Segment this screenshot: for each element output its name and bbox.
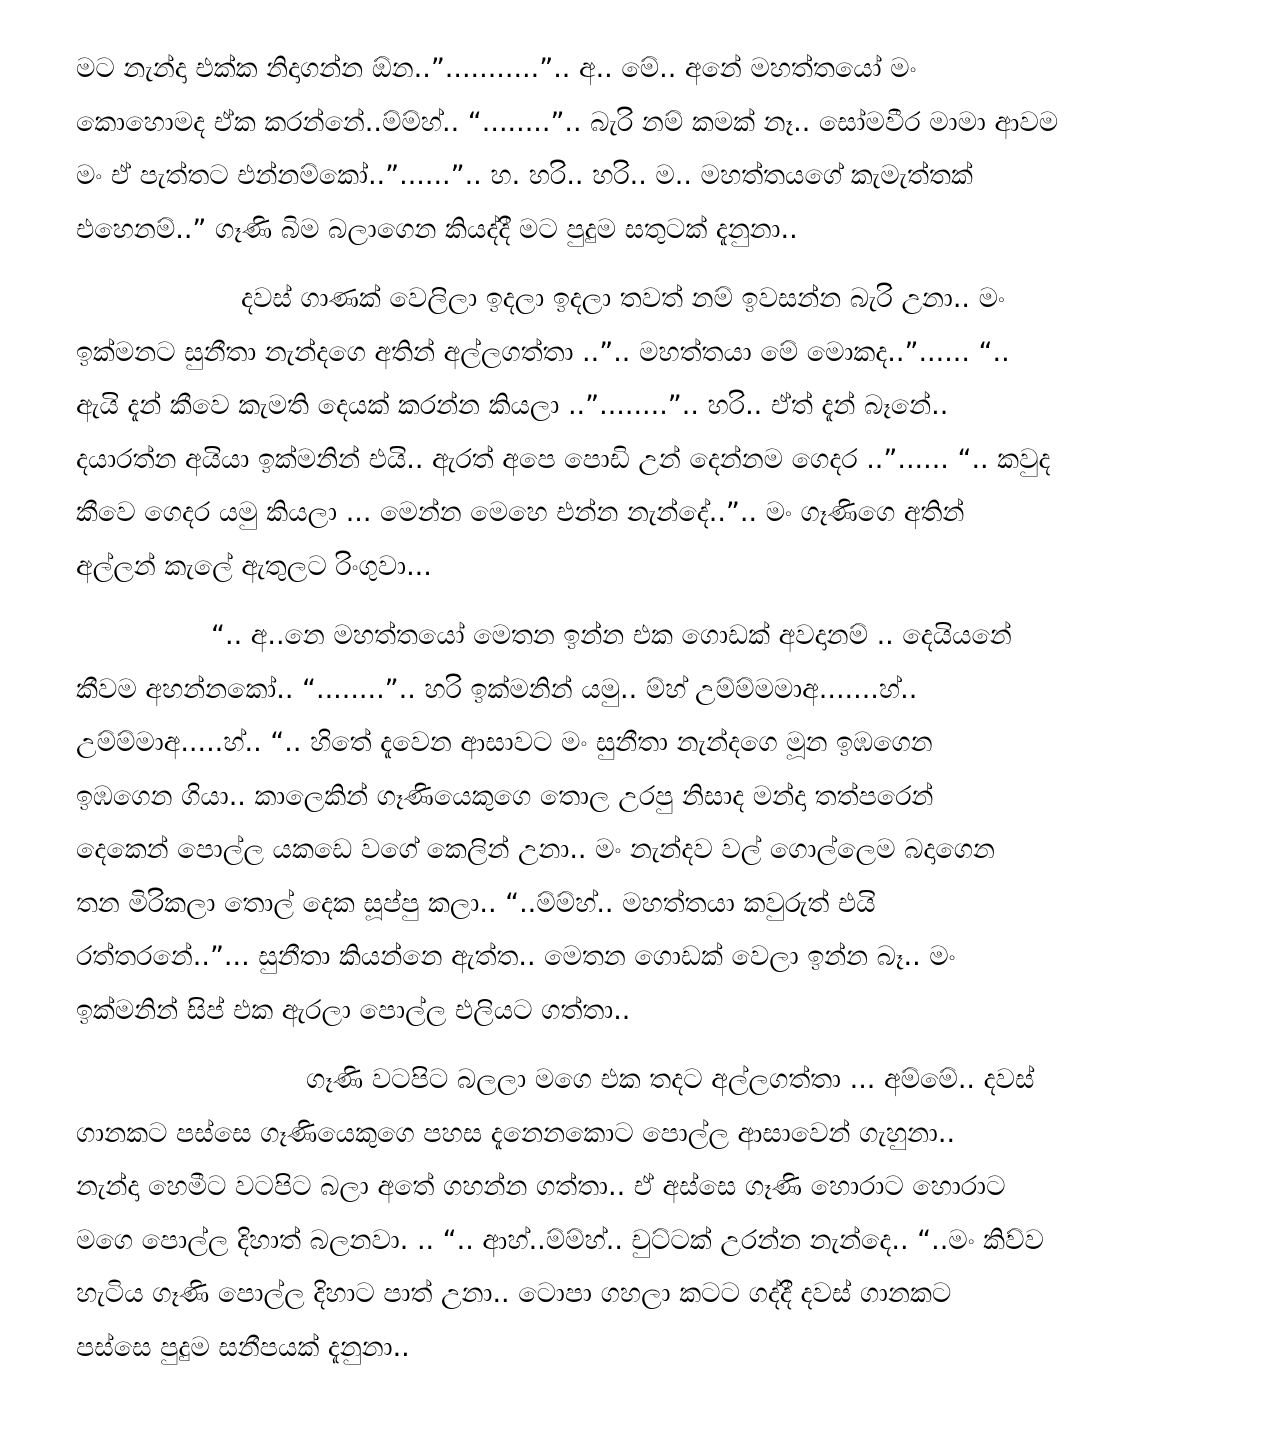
text-line: පස්සෙ පුදුම සනීපයක් දැනුනා.. [76, 1331, 410, 1363]
text-line: නැන්දා හෙමීට වටපිට බලා අතේ ගහන්න ගත්තා.. ඒ අස්සෙ ගෑණි හොරාට හොරාට [76, 1171, 1006, 1202]
text-line: රත්තරනේ..”... සුනීතා කියන්නෙ ඇත්ත.. මෙතන ගොඩක් වෙලා ඉන්න බෑ.. මං [76, 941, 956, 972]
text-line: ඇයි දැන් කීවෙ කැමති දෙයක් කරන්න කියලා ..”........”.. හරි.. ඒත් දැන් බෑනේ.. [76, 390, 949, 421]
text-line: “.. අ..නෙ මහත්තයෝ මෙතන ඉන්න එක ගොඩක් අවදානම් .. දෙයියනේ [211, 620, 1012, 651]
text-line: ගෑණි වටපිට බලලා මගෙ එක තදට අල්ලගත්තා ... අම්මේ.. දවස් [306, 1064, 1035, 1095]
text-line: ගානකට පස්සෙ ගෑණියෙකුගෙ පහස දැනෙනකොට පොල්ල ආසාවෙන් ගැහුනා.. [76, 1117, 956, 1149]
text-line: එහෙනම්..” ගෑණි බිම බලාගෙන කියද්දී මට පුදුම සතුටක් දැනුනා.. [76, 213, 798, 245]
text-line: ඉක්මනට සුනීතා නැන්දගෙ අතින් අල්ලගත්තා ..”.. මහත්තයා මේ මොකද..”...... “.. [76, 336, 1010, 368]
text-line: අල්ලන් කැලේ ඇතුලට රිංගුවා... [76, 550, 432, 582]
text-line: ඉක්මනින් සිප් එක ඇරලා පොල්ල එලියට ගත්තා.. [76, 994, 631, 1026]
text-line: මං ඒ පැත්තට එන්නම්කෝ..”......”.. හ. හරි.. හරි.. ම.. මහත්තයගේ කැමැත්තක් [76, 160, 973, 191]
text-line: මට නැන්දා එක්ක නිදාගන්න ඕන..”...........”.. අ.. මේ.. අනේ මහත්තයෝ මං [76, 53, 917, 84]
text-line: කීවෙ ගෙදර යමු කියලා ... මෙන්න මෙහෙ එන්න නැන්දේ..”.. මං ගෑණිගෙ අතින් [76, 497, 965, 528]
paragraph-4 [76, 1053, 1206, 1374]
paragraph-3 [76, 609, 1206, 1037]
text-line: මගෙ පොල්ල දිහාත් බලනවා. .. “.. ආහ්..ම්ම්හ්.. චුට්ටක් උරන්න නැන්දෙ.. “..මං කිව්ව [76, 1224, 1044, 1256]
text-line: කීවම අහන්නකෝ.. “........”.. හරි ඉක්මනින් යමු.. ම්හ් උම්ම්මමාඅ.......හ්.. [76, 673, 918, 705]
text-line: උම්ම්මාඅ.....හ්.. “.. හිතේ දැවෙන ආසාවට මං සුනීතා නැන්දගෙ මූන ඉඹගෙන [76, 727, 933, 758]
text-line: දවස් ගාණක් වෙලිලා ඉදලා ඉදලා තවත් නම් ඉවසන්න බැරි උනා.. මං [241, 283, 1005, 314]
text-line: දෙකෙන් පොල්ල යකඩෙ වගේ කෙලින් උනා.. මං නැන්දව වල් ගොල්ලෙම බදාගෙන [76, 834, 995, 865]
text-line: ඉඹගෙන ගියා.. කාලෙකින් ගෑණියෙකුගෙ තොල උරපු නිසාද මන්දා තත්පරෙන් [76, 780, 934, 812]
text-line: දයාරත්න අයියා ඉක්මනින් එයි.. ඇරත් අපෙ පොඩි උන් දෙන්නම ගෙදර ..”...... “.. කවුද [76, 443, 1051, 475]
text-line: හැටිය ගෑණි පොල්ල දිහාට පාත් උනා.. ටොපා ගහලා කටට ගද්දී දවස් ගානකට [76, 1278, 952, 1309]
text-line: කොහොමද ඒක කරන්නේ..ම්ම්හ්.. “........”.. බැරි නම් කමක් නෑ.. සෝමවීර මාමා ආවම [76, 106, 1059, 138]
text-line: තන මිරිකලා තොල් දෙක සූප්පු කලා.. “..ම්ම්හ්.. මහත්තයා කවුරුත් එයි [76, 887, 876, 919]
paragraph-1 [76, 42, 1206, 256]
paragraph-2 [76, 272, 1206, 593]
